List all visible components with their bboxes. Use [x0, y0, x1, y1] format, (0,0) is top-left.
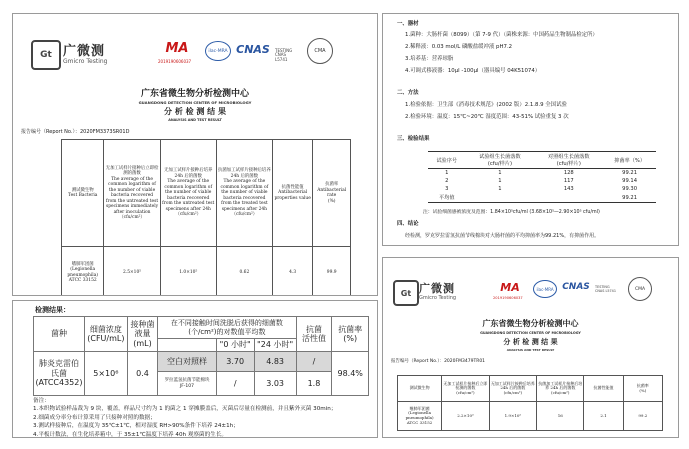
- cma-badge-icon: CMA: [628, 277, 652, 301]
- cell: 1: [498, 178, 502, 184]
- cell: 99.21: [622, 170, 638, 176]
- brand-name-en: Gmicro Testing: [63, 58, 108, 65]
- col-header: 细菌浓度 (CFU/mL): [84, 317, 127, 352]
- brand-name-cn: 广微测: [419, 282, 455, 295]
- col-header: 抗菌性能值 Antibacterial properties value: [272, 140, 312, 247]
- ma-cert-number: 2019190606037: [158, 59, 192, 64]
- text-line: 1.菌种：大肠杆菌（8099）（第 7-9 代）（菌株来源：中国药品生物制品检定所）: [405, 32, 598, 38]
- cell: 1: [445, 170, 449, 176]
- col-header: 测试微生物: [398, 376, 442, 402]
- col-header: 抗菌率 Antibacterial rate (%): [313, 140, 351, 247]
- value-cell: 2.2×10⁵: [442, 402, 489, 431]
- col-header: 抑菌率（%）: [603, 152, 656, 169]
- col-header: 抗菌率 (%): [332, 317, 369, 352]
- report-panel-3: [12, 300, 378, 438]
- col-header: 无加工试样片接种后培养 24h 后的菌数 (cfu/cm²): [489, 376, 536, 402]
- ma-cert-number: 2019190606037: [493, 296, 523, 300]
- cell: 3: [445, 186, 449, 192]
- report-number: 报告编号（Report No.）：2020FM3479TR01: [391, 359, 486, 364]
- inhibition-table: [428, 151, 656, 203]
- table-row: [428, 177, 656, 185]
- sample-value: 1.8: [296, 372, 332, 396]
- section-equipment: 一、器材: [397, 21, 419, 27]
- value-cell: 16: [537, 402, 584, 431]
- note-line: 4.平板计数法，在生化培养箱中，于 35±1℃温度下培养 40h 观察菌的生长。: [33, 431, 228, 438]
- sub-header: "24 小时": [254, 339, 296, 352]
- report-number: 报告编号（Report No.）：2020FM3373SR01D: [21, 129, 130, 135]
- col-header: 试验组生长菌落数 (cfu/样片): [465, 152, 534, 169]
- strain-cell: 肺炎克雷伯氏菌 (ATCC4352): [34, 352, 85, 396]
- cell: 128: [563, 170, 574, 176]
- col-header: 无加工试样片接种后立即检测的菌数 The average of the common logarithm of the number of viable bacteria recovered from the untreated test specimens immediately after inoculation （cfu/cm²）: [104, 140, 160, 247]
- report-subtitle-cn: 分 析 检 测 结 果: [503, 337, 558, 346]
- report-subtitle-en2: ANALYSIS AND TEST RESULT: [506, 348, 555, 352]
- col-header: 抗菌 活性值: [296, 317, 332, 352]
- text-line: 3.培养基：营养琼脂: [405, 56, 454, 62]
- col-header: 菌种: [34, 317, 85, 352]
- section-results: 三、检验结果: [397, 136, 430, 142]
- average-value: 99.21: [603, 193, 656, 203]
- table-row: [428, 185, 656, 193]
- rate-cell: 98.4%: [332, 352, 369, 396]
- results-heading: 检测结果：: [35, 306, 70, 314]
- note-line: 3.测试样接种后，在温度为 35℃±1℃，相对湿度 RH>90%条件下培养 24±1h；: [33, 423, 239, 430]
- sample-zero: /: [216, 372, 254, 396]
- blank-24: 4.83: [254, 352, 296, 372]
- report-subtitle-en: GUANGDONG DETECTION CENTER OF MICROBIOLOGY: [480, 331, 581, 335]
- value-cell: 99.9: [313, 247, 351, 296]
- brand-name-cn: 广微测: [63, 44, 106, 59]
- value-cell: 99.2: [623, 402, 662, 431]
- text-line: 1.检验依据：卫生部《消毒技术规范》(2002 版）2.1.8.9 全国试验: [405, 102, 567, 108]
- average-label: 平均值: [428, 193, 465, 203]
- col-header: 抗菌加工试样片接种后培养 24h 后的菌数 (cfu/cm²): [537, 376, 584, 402]
- note-line: 2.细菌成分率分布计算采用了只接种对照的数据；: [33, 414, 156, 421]
- value-cell: 2.5×10⁵: [104, 247, 160, 296]
- report-panel-2: [382, 13, 679, 246]
- cell: 2: [445, 178, 449, 184]
- value-cell: 4.3: [272, 247, 312, 296]
- report-subtitle-en: GUANGDONG DETECTION CENTER OF MICROBIOLOGY: [138, 100, 252, 105]
- col-header: 测试微生物 Test Bacteria: [62, 140, 104, 247]
- bacteria-cell: 嗜肺军团菌 (Legionella pneumophila) ATCC 33152: [398, 402, 442, 431]
- blank-zero: 3.70: [216, 352, 254, 372]
- cnas-cert-number: TESTING CNAS L5741: [275, 48, 293, 62]
- ma-cert-icon: MA: [500, 280, 520, 294]
- section-method: 二、方法: [397, 90, 419, 96]
- conc-cell: 5×10⁶: [84, 352, 127, 396]
- col-header: 抗菌性能值: [584, 376, 623, 402]
- gmicro-logo-icon: Gt: [393, 280, 419, 306]
- test-note: 注：试验细菌感被浓度及范围：1.84×10⁵cfu/ml (3.68×10⁵—2.90×10⁵ cfu/ml): [423, 210, 600, 215]
- blank-value: /: [296, 352, 332, 372]
- ilac-cert-icon: ilac-MRA: [533, 280, 557, 298]
- value-cell: 1.0×10⁵: [160, 247, 216, 296]
- ilac-cert-icon: ilac-MRA: [205, 41, 231, 61]
- value-cell: 2.1: [584, 402, 623, 431]
- col-header: 接种菌 液量 (mL): [127, 317, 157, 352]
- bacteria-cell: 嗜肺军团菌 (Legionella pneumophila) ATCC 33152: [62, 247, 104, 296]
- sub-header: "0 小时": [216, 339, 254, 352]
- report-subtitle-cn: 分 析 检 测 结 果: [164, 106, 226, 116]
- cnas-cert-number: TESTING CNAS L5741: [595, 285, 616, 293]
- conclusion-text: 经检测，罗克罗拉雷氢抗菌节线棉块对大肠杆菌的平均抑菌率为99.21%，有抑菌作用。: [405, 233, 600, 239]
- text-line: 4.可调式移液器：10μl -100μl（器具编号 04K51074）: [405, 68, 541, 74]
- report-subtitle-en2: ANALYSIS AND TEST RESULT: [168, 118, 222, 122]
- average-row: [428, 193, 656, 203]
- results-table: [397, 375, 663, 431]
- cell: 117: [563, 178, 574, 184]
- report-panel-4: [382, 257, 679, 438]
- col-header: 在不同接触时间洗脱后获得的细菌数 (个/cm²)的对数值平均数: [158, 317, 296, 339]
- ma-cert-icon: MA: [165, 40, 189, 56]
- cma-badge-icon: CMA: [307, 38, 333, 64]
- cell: 99.14: [622, 178, 638, 184]
- value-cell: 0.62: [216, 247, 272, 296]
- gmicro-logo-icon: Gt: [31, 40, 61, 70]
- cnas-cert-icon: CNAS: [562, 282, 590, 292]
- cell: 143: [563, 186, 574, 192]
- col-header: 抗菌加工试样片接种后培养 24h 后的菌数 The average of the common logarithm of the number of viable bacteria recovered from the treated test specimens after 24h （cfu/cm²）: [216, 140, 272, 247]
- text-line: 2.检验环境：温度：15℃~20℃ 湿度范围：43-51% 试验重复 3 次: [405, 114, 569, 120]
- table-row: [428, 169, 656, 178]
- brand-name-en: Gmicro Testing: [419, 295, 457, 301]
- report-title: 广东省微生物分析检测中心: [140, 89, 249, 99]
- antibacterial-table: [33, 316, 369, 396]
- col-header: 试验序号: [428, 152, 465, 169]
- col-header: 抗菌率 (%): [623, 376, 662, 402]
- note-line: 备注：: [33, 398, 50, 404]
- sample-24: 3.03: [254, 372, 296, 396]
- cnas-cert-icon: CNAS: [236, 42, 270, 56]
- blank-label: 空白对照样: [158, 352, 216, 372]
- report-title: 广东省微生物分析检测中心: [482, 318, 579, 328]
- section-conclusion: 四、结论: [397, 221, 419, 227]
- cell: 1: [498, 186, 502, 192]
- cell: 99.30: [622, 186, 638, 192]
- notes: [33, 397, 373, 438]
- sample-label: 罗拉蓝氢抗菌节能棉块 JF-107: [158, 372, 216, 396]
- report-panel-1: [12, 13, 378, 296]
- vol-cell: 0.4: [127, 352, 157, 396]
- note-line: 1.本织物试验样品裁为 9 块，覆盖，样品尺寸约为 1 的菌之 1 穿摊膜盖后，灭菌后尽量在检测前，并且紫外灭菌 30min；: [33, 406, 337, 413]
- col-header: 无加工试样片接种后培养 24h 后的菌数 The average of the common logarithm of the number of viable bacteria recovered from the untreated test specimens after 24h （cfu/cm²）: [160, 140, 216, 247]
- col-header: 无加工试样片接种后立即检测的菌数 (cfu/cm²): [442, 376, 489, 402]
- cell: 1: [498, 170, 502, 176]
- value-cell: 1.9×10⁵: [489, 402, 536, 431]
- text-line: 2.稀释液：0.03 mol/L 磷酸盐缓冲液 pH7.2: [405, 44, 513, 50]
- results-table: [61, 139, 351, 296]
- col-header: 对照组生长菌落数 (cfu/样片): [534, 152, 603, 169]
- sub-header: [158, 339, 216, 352]
